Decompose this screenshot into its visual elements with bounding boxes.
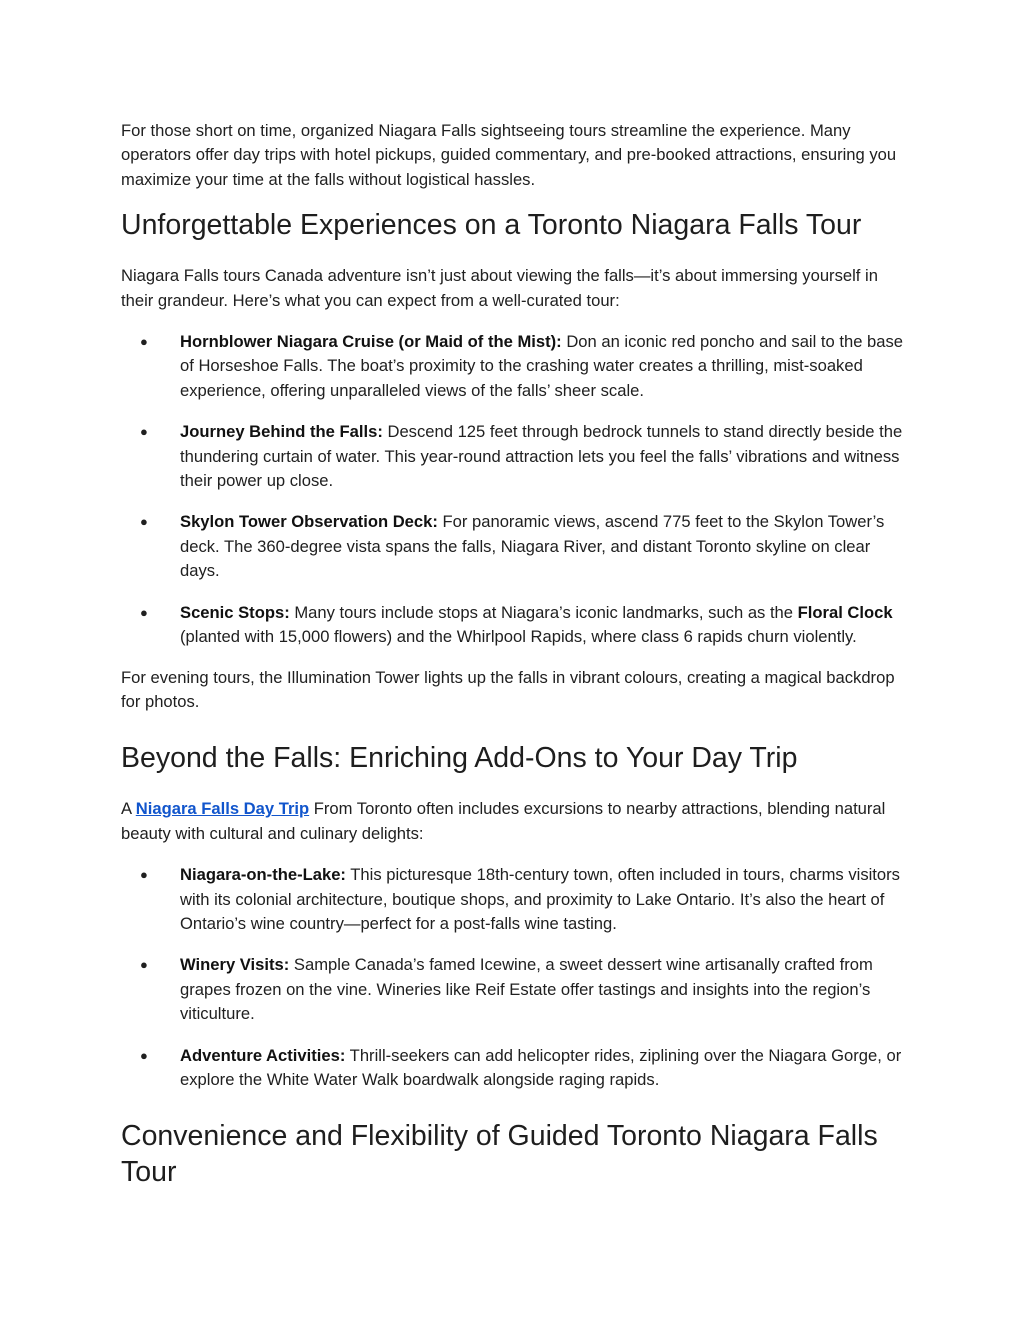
lead-suffix: From Toronto often includes excursions to nearby attractions, blending natural beauty with cultural and culinary delights:	[121, 799, 886, 843]
section-heading-experiences: Unforgettable Experiences on a Toronto Niagara Falls Tour	[121, 209, 862, 242]
item-inline-bold: Floral Clock	[797, 602, 893, 622]
item-title: Journey Behind the Falls:	[180, 422, 383, 442]
list-item	[121, 601, 906, 650]
list-item	[121, 863, 906, 936]
item-text: This picturesque 18th-century town, often included in tours, charms visitors with its colonial architecture, boutique shops, and proximity to Lake Ontario. It’s also the heart of Ontario’s wine country—perfect for a post-falls wine tasting.	[180, 865, 900, 933]
item-title: Skylon Tower Observation Deck:	[180, 512, 438, 532]
section-heading-beyond: Beyond the Falls: Enriching Add-Ons to Your Day Trip	[121, 742, 798, 775]
bullet-icon: ●	[140, 1047, 148, 1063]
item-title: Hornblower Niagara Cruise (or Maid of the Mist):	[180, 332, 562, 352]
item-text: Sample Canada’s famed Icewine, a sweet dessert wine artisanally crafted from grapes frozen on the vine. Wineries like Reif Estate offer tastings and insights into the region’s viticulture.	[180, 955, 873, 1024]
list-item	[121, 510, 906, 583]
item-text: Descend 125 feet through bedrock tunnels to stand directly beside the thundering curtain of water. This year-round attraction lets you feel the falls’ vibrations and witness their power up close.	[180, 422, 903, 491]
item-title: Scenic Stops:	[180, 602, 290, 622]
item-title: Winery Visits:	[180, 955, 290, 975]
item-text: Thrill-seekers can add helicopter rides, ziplining over the Niagara Gorge, or explore the White Water Walk boardwalk alongside raging rapids.	[180, 1045, 902, 1089]
item-text-after: (planted with 15,000 flowers) and the Whirlpool Rapids, where class 6 rapids churn violently.	[180, 627, 857, 647]
addons-list	[121, 863, 906, 1092]
section-heading-convenience: Convenience and Flexibility of Guided Toronto Niagara Falls Tour	[121, 1120, 878, 1189]
lead-prefix: A	[121, 799, 136, 819]
document-page	[121, 119, 906, 1190]
bullet-icon: ●	[140, 334, 148, 350]
list-item	[121, 330, 906, 403]
section-lead-beyond	[121, 797, 906, 846]
day-trip-link[interactable]: Niagara Falls Day Trip	[135, 799, 310, 819]
bullet-icon: ●	[140, 867, 148, 883]
item-title: Adventure Activities:	[180, 1045, 346, 1065]
list-item	[121, 420, 906, 493]
bullet-icon: ●	[140, 957, 148, 973]
item-text: Don an iconic red poncho and sail to the base of Horseshoe Falls. The boat’s proximity to the crashing water creates a thrilling, mist-soaked experience, offering unparalleled views of the falls’ sheer scale.	[180, 332, 904, 400]
bullet-icon: ●	[140, 424, 148, 440]
item-text: Many tours include stops at Niagara’s iconic landmarks, such as the	[289, 602, 798, 622]
section-lead-experiences: Niagara Falls tours Canada adventure isn’t just about viewing the falls—it’s about immersing yourself in their grandeur. Here’s what you can expect from a well-curated tour:	[121, 266, 878, 310]
bullet-icon: ●	[140, 604, 148, 620]
bullet-icon: ●	[140, 514, 148, 530]
intro-paragraph: For those short on time, organized Niagara Falls sightseeing tours streamline the experience. Many operators offer day trips with hotel pickups, guided commentary, and pre-booked attractions, ensuring you maximize your time at the falls without logistical hassles.	[121, 121, 897, 189]
list-item	[121, 1044, 906, 1093]
item-text: For panoramic views, ascend 775 feet to the Skylon Tower’s deck. The 360-degree vista spans the falls, Niagara River, and distant Toronto skyline on clear days.	[180, 512, 885, 581]
experiences-list	[121, 330, 906, 649]
list-item	[121, 953, 906, 1026]
item-title: Niagara-on-the-Lake:	[180, 865, 346, 885]
section-closing-paragraph: For evening tours, the Illumination Tower lights up the falls in vibrant colours, creating a magical backdrop for photos.	[121, 667, 895, 711]
